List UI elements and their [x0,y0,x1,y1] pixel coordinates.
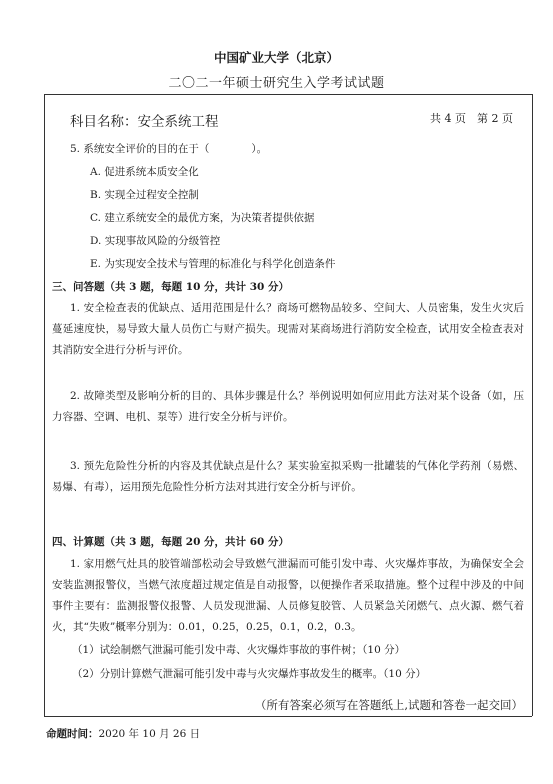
page-info: 共 4 页 第 2 页 [430,112,513,125]
exam-title: 二〇二一年硕士研究生入学考试试题 [168,76,385,91]
option-c: C. 建立系统安全的最优方案，为决策者提供依据 [90,212,315,224]
left-border [44,94,45,716]
subject-name: 科目名称：安全系统工程 [70,114,219,130]
university-name: 中国矿业大学（北京） [213,50,339,65]
section-3-question-3: 3. 预先危险性分析的内容及其优缺点是什么？某实验室拟采购一批罐装的气体化学药剂（易燃、易爆、有毒），运用预先危险性分析方法对其进行安全分析与评价。 [52,460,524,493]
option-e: E. 为实现安全技术与管理的标准化与科学化创造条件 [90,258,336,270]
option-a: A. 促进系统本质安全化 [90,166,199,178]
footer-divider [44,716,532,717]
section-4-title: 四、计算题（共 3 题，每题 20 分，共计 60 分） [52,536,289,548]
option-d: D. 实现事故风险的分级管控 [90,235,221,247]
right-border [532,94,533,716]
exam-date [46,726,200,741]
section-3-title: 三、问答题（共 3 题，每题 10 分，共计 30 分） [52,281,289,293]
exam-date-label: 命题时间： [46,728,99,740]
section-4-subquestion-1: （1）试绘制燃气泄漏可能引发中毒、火灾爆炸事故的事件树；（10 分） [72,644,406,656]
header-divider [44,94,532,95]
option-b: B. 实现全过程安全控制 [90,189,199,201]
section-3-question-2: 2. 故障类型及影响分析的目的、具体步骤是什么？举例说明如何应用此方法对某个设备（如，压力容器、空调、电机、泵等）进行安全分析与评价。 [52,390,524,423]
section-3-question-1: 1. 安全检查表的优缺点、适用范围是什么？商场可燃物品较多、空间大、人员密集，发生火灾后蔓延速度快，易导致大量人员伤亡与财产损失。现需对某商场进行消防安全检查，试用安全检查表对其消防安全进行分析与评价。 [52,302,524,356]
answer-instruction-note: （所有答案必须写在答题纸上,试题和答卷一起交回） [254,698,523,712]
section-4-question-1: 1. 家用燃气灶具的胶管端部松动会导致燃气泄漏而可能引发中毒、火灾爆炸事故，为确保安全会安装监测报警仪，当燃气浓度超过规定值是自动报警，以便操作者采取措施。整个过程中涉及的中间事件主要有：监测报警仪报警、人员发现泄漏、人员修复胶管、人员紧急关闭燃气、点火源、燃气着火，其“失败”概率分别为：0.01，0.25，0.25，0.1，0.2，0.3。 [52,558,524,633]
section-4-subquestion-2: （2）分别计算燃气泄漏可能引发中毒与火灾爆炸事故发生的概率。（10 分） [72,668,427,680]
question-5-stem: 5. 系统安全评价的目的在于（ ）。 [70,143,268,155]
exam-date-value: 2020 年 10 月 26 日 [98,728,201,740]
